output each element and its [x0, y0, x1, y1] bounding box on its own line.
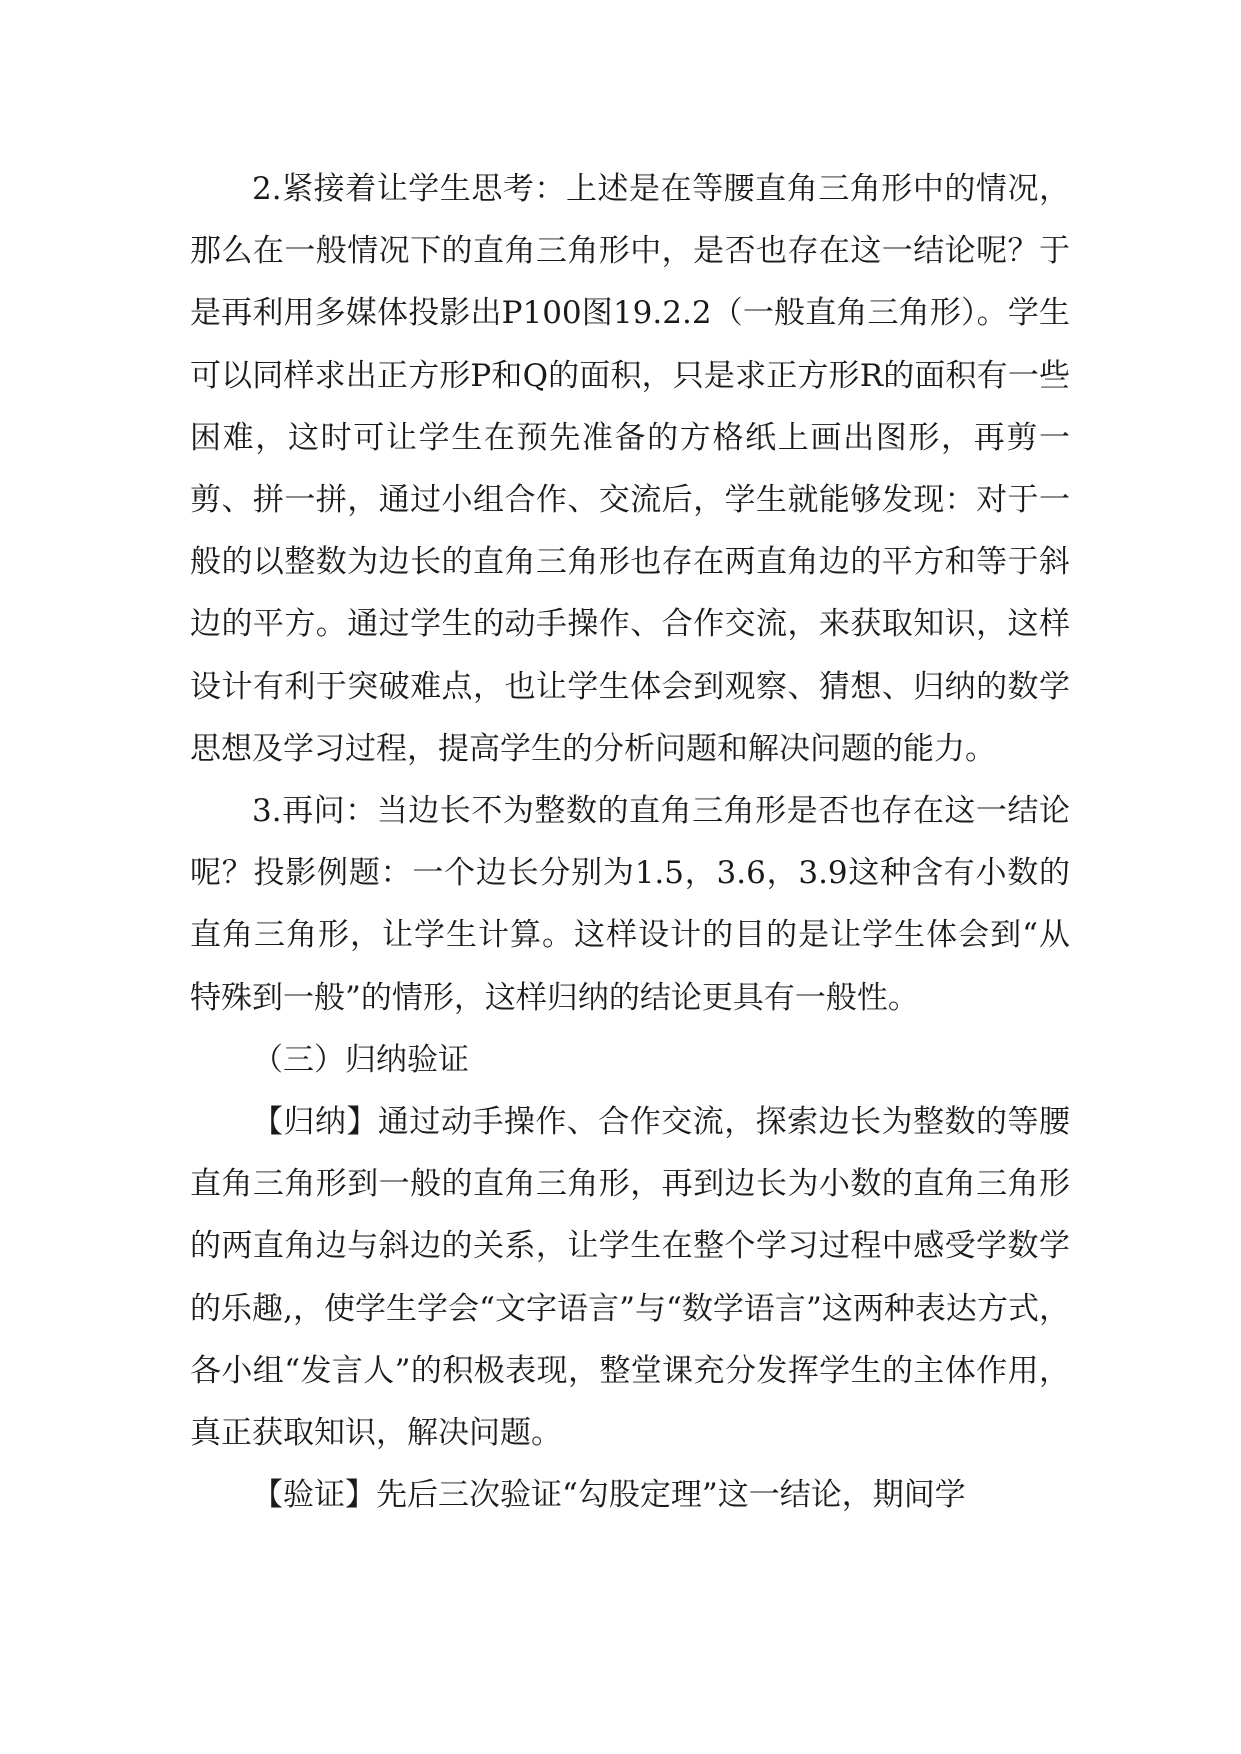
section-heading-induction-verification: （三）归纳验证 [252, 1041, 469, 1078]
document-body [190, 158, 1070, 1526]
paragraph-induction: 【归纳】通过动手操作、合作交流，探索边长为整数的等腰直角三角形到一般的直角三角形，再到边长为小数的直角三角形的两直角边与斜边的关系，让学生在整个学习过程中感受学数学的乐趣,，使学生学会“文字语言”与“数学语言”这两种表达方式，各小组“发言人”的积极表现，整堂课充分发挥学生的主体作用，真正获取知识，解决问题。 [190, 1104, 1070, 1452]
paragraph-step-3: 3.再问：当边长不为整数的直角三角形是否也存在这一结论呢？投影例题：一个边长分别为1.5，3.6，3.9这种含有小数的直角三角形，让学生计算。这样设计的目的是让学生体会到“从特殊到一般”的情形，这样归纳的结论更具有一般性。 [190, 793, 1070, 1016]
paragraph-verification: 【验证】先后三次验证“勾股定理”这一结论，期间学 [252, 1477, 966, 1514]
paragraph-step-2: 2.紧接着让学生思考：上述是在等腰直角三角形中的情况，那么在一般情况下的直角三角形中，是否也存在这一结论呢？于是再利用多媒体投影出P100图19.2.2（一般直角三角形）。学生可以同样求出正方形P和Q的面积，只是求正方形R的面积有一些困难，这时可让学生在预先准备的方格纸上画出图形，再剪一剪、拼一拼，通过小组合作、交流后，学生就能够发现：对于一般的以整数为边长的直角三角形也存在两直角边的平方和等于斜边的平方。通过学生的动手操作、合作交流，来获取知识，这样设计有利于突破难点，也让学生体会到观察、猜想、归纳的数学思想及学习过程，提高学生的分析问题和解决问题的能力。 [190, 171, 1070, 767]
